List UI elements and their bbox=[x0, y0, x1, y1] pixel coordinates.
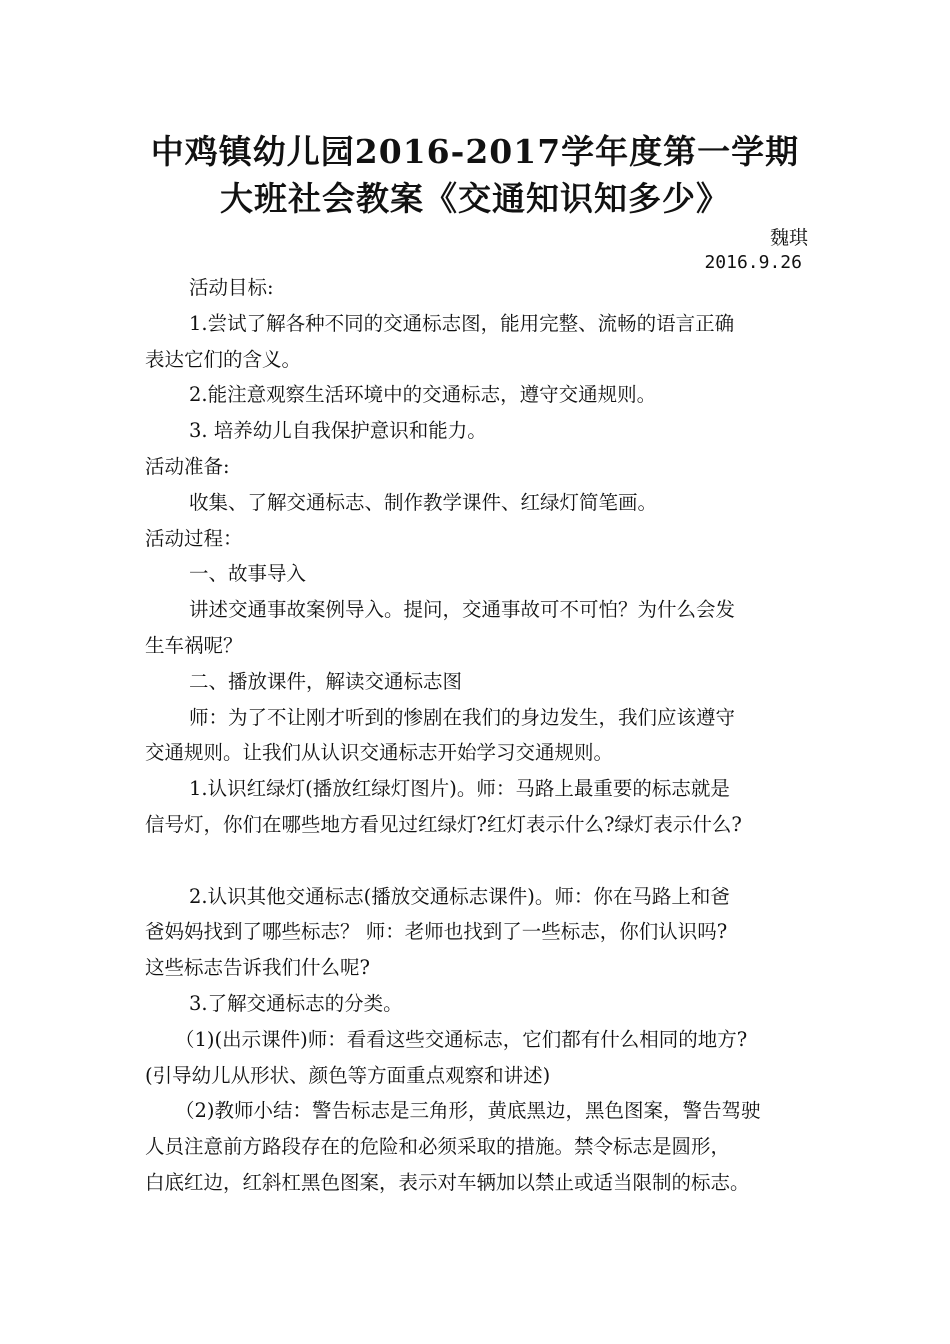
paragraph-line: 白底红边，红斜杠黑色图案，表示对车辆加以禁止或适当限制的标志。 bbox=[145, 1170, 750, 1194]
paragraph-line: 表达它们的含义。 bbox=[145, 347, 302, 371]
document-title-line-2: 大班社会教案《交通知识知多少》 bbox=[220, 179, 730, 218]
paragraph-line: 讲述交通事故案例导入。提问，交通事故可不可怕？为什么会发 bbox=[189, 598, 736, 622]
paragraph-line: （1)(出示课件)师：看看这些交通标志，它们都有什么相同的地方? bbox=[175, 1027, 748, 1051]
section-heading: 活动过程： bbox=[145, 526, 243, 550]
document-date: 2016.9.26 bbox=[704, 252, 802, 273]
document-body bbox=[145, 270, 825, 1201]
paragraph-line: 收集、了解交通标志、制作教学课件、红绿灯简笔画。 bbox=[189, 490, 658, 514]
paragraph-line: 交通规则。让我们从认识交通标志开始学习交通规则。 bbox=[145, 741, 614, 765]
section-heading: 活动目标: bbox=[189, 276, 274, 299]
subsection-heading: 二、播放课件，解读交通标志图 bbox=[189, 669, 463, 693]
author-name: 魏琪 bbox=[769, 227, 808, 249]
paragraph-line: 1.认识红绿灯(播放红绿灯图片)。师：马路上最重要的标志就是 bbox=[189, 777, 730, 801]
subsection-heading: 一、故事导入 bbox=[189, 562, 307, 586]
blank-line bbox=[145, 843, 825, 879]
paragraph-line: (引导幼儿从形状、颜色等方面重点观察和讲述) bbox=[145, 1063, 551, 1087]
paragraph-line: 信号灯，你们在哪些地方看见过红绿灯?红灯表示什么?绿灯表示什么? bbox=[145, 812, 742, 836]
paragraph-line: 1.尝试了解各种不同的交通标志图，能用完整、流畅的语言正确 bbox=[189, 311, 735, 335]
paragraph-line: 这些标志告诉我们什么呢? bbox=[145, 956, 370, 980]
paragraph-line: 2.能注意观察生活环境中的交通标志，遵守交通规则。 bbox=[189, 383, 657, 407]
paragraph-line: 3. 培养幼儿自我保护意识和能力。 bbox=[189, 419, 487, 443]
paragraph-line: 师：为了不让刚才听到的惨剧在我们的身边发生，我们应该遵守 bbox=[189, 705, 736, 729]
document-title-line-1: 中鸡镇幼儿园2016-2017学年度第一学期 bbox=[150, 132, 800, 171]
paragraph-line: 生车祸呢？ bbox=[145, 633, 243, 657]
section-heading: 活动准备: bbox=[145, 454, 230, 478]
paragraph-line: （2)教师小结：警告标志是三角形，黄底黑边，黑色图案，警告驾驶 bbox=[175, 1099, 761, 1123]
paragraph-line: 爸妈妈找到了哪些标志？ 师：老师也找到了一些标志，你们认识吗? bbox=[145, 920, 728, 944]
paragraph-line: 2.认识其他交通标志(播放交通标志课件)。师：你在马路上和爸 bbox=[189, 884, 730, 908]
paragraph-line: 3.了解交通标志的分类。 bbox=[189, 991, 403, 1015]
paragraph-line: 人员注意前方路段存在的危险和必须采取的措施。禁令标志是圆形， bbox=[145, 1135, 731, 1159]
